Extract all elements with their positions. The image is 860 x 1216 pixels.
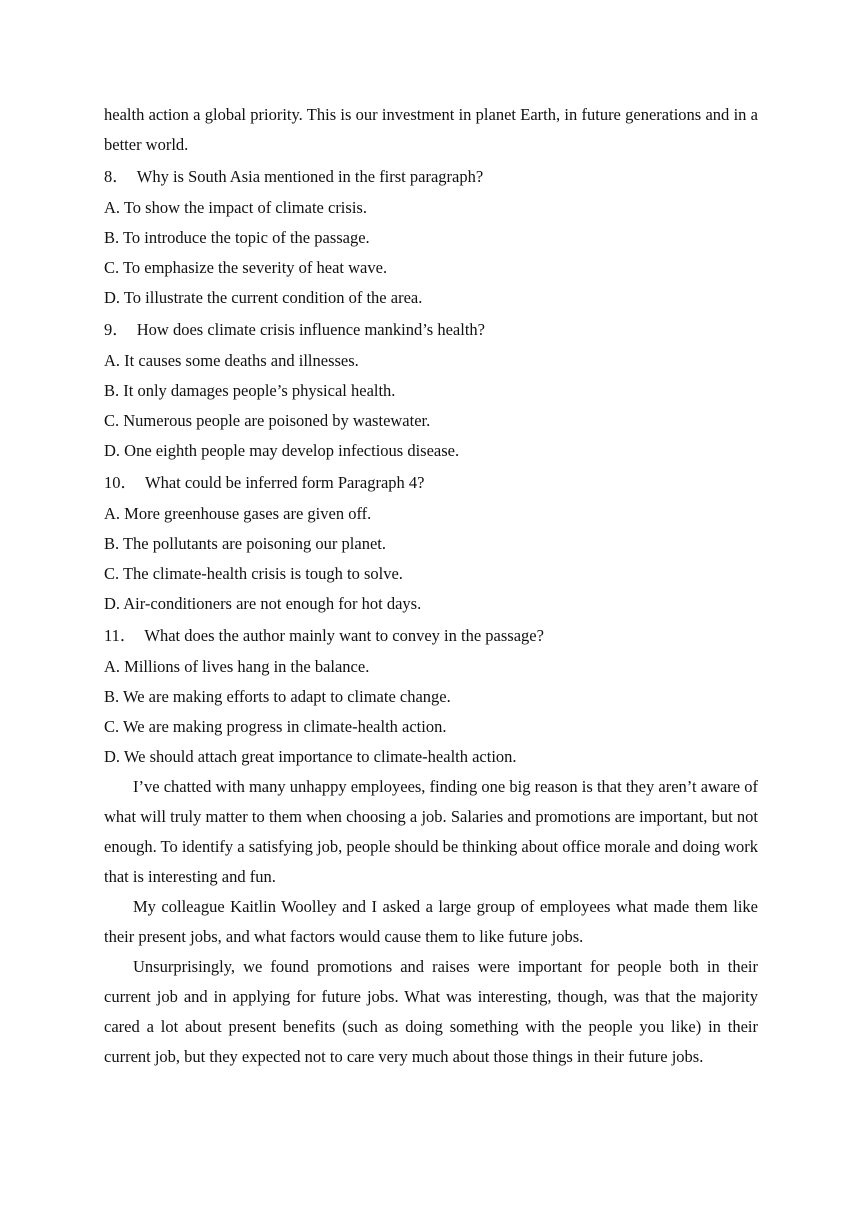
option-a: A. To show the impact of climate crisis. [104, 198, 367, 217]
question-number: 9． [104, 320, 129, 339]
question-text: Why is South Asia mentioned in the first paragraph? [136, 167, 484, 186]
passage-paragraph-3: Unsurprisingly, we found promotions and raises were important for people both in their current job and in applying for future jobs. What was interesting, though, was that the majority cared a lot about present benefits (such as doing something with the people you like) in their current job, but they expected not to care very much about those things in their future jobs. [104, 957, 758, 1066]
question-8 [104, 160, 758, 313]
option-a: A. More greenhouse gases are given off. [104, 504, 372, 523]
option-c: C. The climate-health crisis is tough to solve. [104, 564, 403, 583]
paragraph-continued: health action a global priority. This is our investment in planet Earth, in future generations and in a better world. [104, 105, 758, 154]
passage-paragraph-1: I’ve chatted with many unhappy employees, finding one big reason is that they aren’t aware of what will truly matter to them when choosing a job. Salaries and promotions are important, but not enough. To identify a satisfying job, people should be thinking about office morale and doing work that is interesting and fun. [104, 777, 758, 886]
question-number: 10． [104, 473, 137, 492]
question-stem [104, 160, 758, 193]
option-d: D. Air-conditioners are not enough for hot days. [104, 594, 422, 613]
question-9 [104, 313, 758, 466]
option-b: B. To introduce the topic of the passage. [104, 228, 370, 247]
option-c: C. We are making progress in climate-health action. [104, 717, 447, 736]
option-b: B. The pollutants are poisoning our planet. [104, 534, 386, 553]
question-number: 11． [104, 626, 137, 645]
question-stem [104, 619, 758, 652]
passage-paragraph-2: My colleague Kaitlin Woolley and I asked a large group of employees what made them like their present jobs, and what factors would cause them to like future jobs. [104, 897, 758, 946]
option-a: A. It causes some deaths and illnesses. [104, 351, 359, 370]
document-page [104, 100, 758, 1072]
question-stem [104, 466, 758, 499]
option-d: D. One eighth people may develop infectious disease. [104, 441, 460, 460]
question-text: What could be inferred form Paragraph 4? [145, 473, 425, 492]
option-c: C. Numerous people are poisoned by wastewater. [104, 411, 431, 430]
question-text: What does the author mainly want to convey in the passage? [144, 626, 544, 645]
option-c: C. To emphasize the severity of heat wave. [104, 258, 388, 277]
question-stem [104, 313, 758, 346]
option-a: A. Millions of lives hang in the balance. [104, 657, 370, 676]
question-10 [104, 466, 758, 619]
option-b: B. We are making efforts to adapt to climate change. [104, 687, 451, 706]
option-d: D. To illustrate the current condition of the area. [104, 288, 423, 307]
question-11 [104, 619, 758, 772]
question-number: 8． [104, 167, 129, 186]
option-b: B. It only damages people’s physical health. [104, 381, 396, 400]
question-text: How does climate crisis influence mankind’s health? [136, 320, 485, 339]
option-d: D. We should attach great importance to climate-health action. [104, 747, 517, 766]
